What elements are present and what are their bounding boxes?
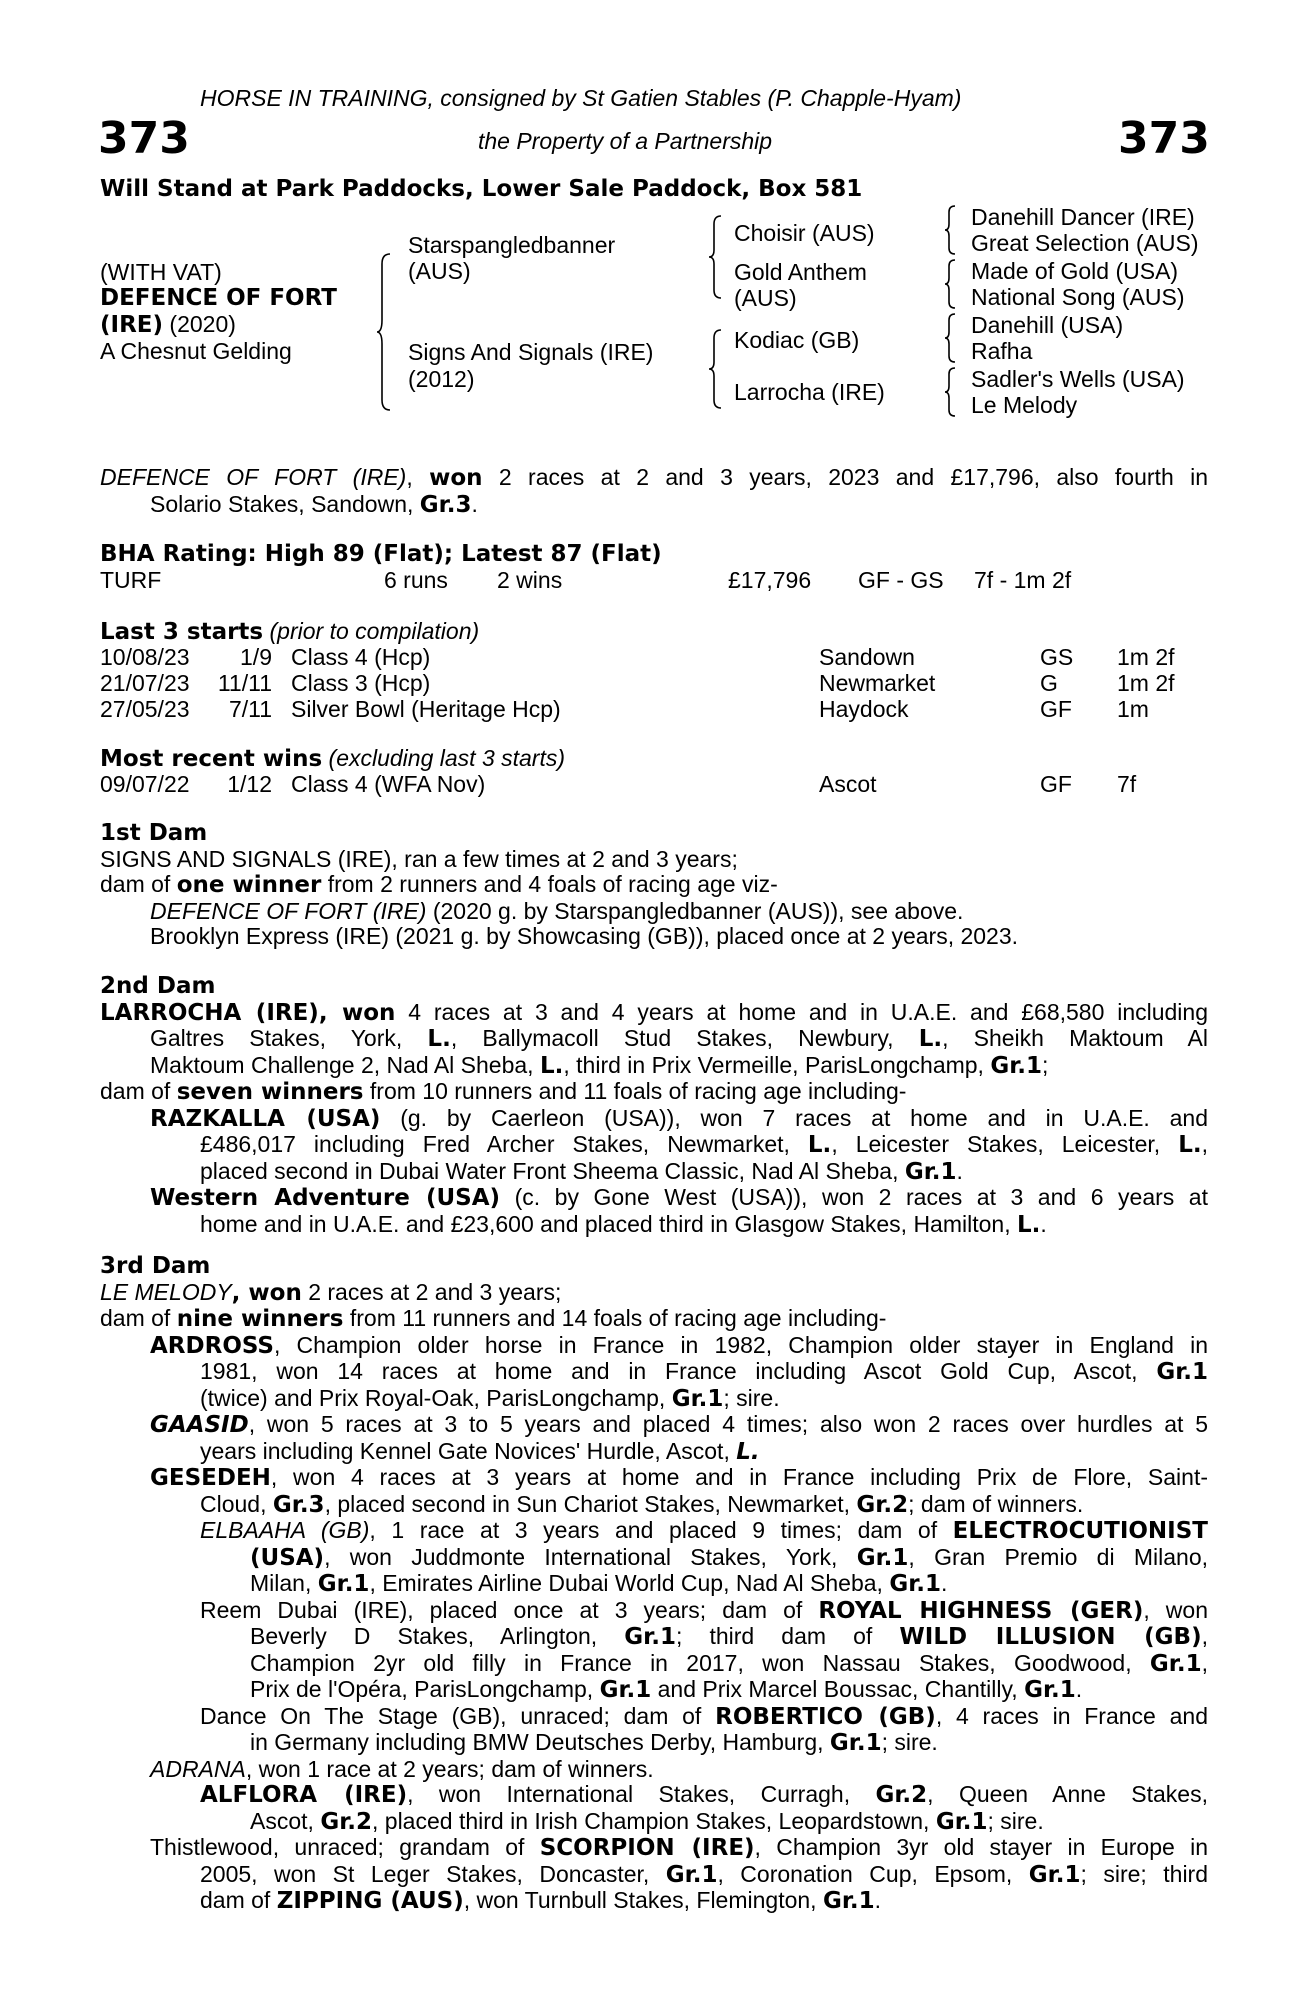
row-course: Newmarket (819, 670, 936, 696)
row-course: Sandown (819, 644, 915, 670)
vat-note: (WITH VAT) (100, 259, 222, 285)
row-race: Class 4 (Hcp) (291, 644, 431, 670)
ggp-3: Made of Gold (USA) (971, 258, 1179, 284)
rating-going: GF - GS (858, 567, 944, 593)
third-dam-section: 3rd Dam LE MELODY, won 2 races at 2 and 3 years; dam of nine winners from 11 runners and 14 foals of racing age including- ARDROSS, Champion older horse in France in 1982, Champion older stayer in England in 1981, won 14 races at home and in France including Ascot Gold Cup, Ascot, Gr.1 (twice) and Prix Royal-Oak, ParisLongchamp, Gr.1; sire. GAASID, won 5 races at 3 to 5 years and placed 4 times; also won 2 races over hurdles at 5 years including Kennel Gate Novices' Hurdle, Ascot, L. GESEDEH, won 4 races at 3 years at home and in France including Prix de Flore, Saint- Cloud, Gr.3, placed second in Sun Chariot Stakes, Newmarket, Gr.2; dam of winners. ELBAAHA (GB), 1 race at 3 years and placed 9 times; dam of ELECTROCUTIONIST (USA), won Juddmonte International Stakes, York, Gr.1, Gran Premio di Milano, Milan, Gr.1, Emirates Airline Dubai World Cup, Nad Al Sheba, Gr.1. Reem Dubai (IRE), placed once at 3 years; dam of ROYAL HIGHNESS (GER), won Beverly D Stakes, Arlington, Gr.1; third dam of WILD ILLUSION (GB), Champion 2yr old filly in France in 2017, won Nassau Stakes, Goodwood, Gr.1, Prix de l'Opéra, ParisLongchamp, Gr.1 and Prix Marcel Boussac, Chantilly, Gr.1. Dance On The Stage (GB), unraced; dam of ROBERTICO (GB), 4 races in France and in Germany including BMW Deutsches Derby, Hamburg, Gr.1; sire. ADRANA, won 1 race at 2 years; dam of winners. ALFLORA (IRE), won International Stakes, Curragh, Gr.2, Queen Anne Stakes, Ascot, Gr.2, placed third in Irish Champion Stakes, Leopardstown, Gr.1; sire. Thistlewood, unraced; grandam of SCORPION (IRE), Champion 3yr old stayer in Europe in 2005, won St Leger Stakes, Doncaster, Gr.1, Coronation Cup, Epsom, Gr.1; sire; third dam of ZIPPING (AUS), won Turnbull Stakes, Flemington, Gr.1. (100, 1253, 1209, 1914)
brace-sire-parents (708, 214, 724, 300)
row-date: 27/05/23 (100, 696, 190, 722)
row-position: 11/11 (217, 670, 272, 696)
row-going: GS (1040, 644, 1074, 670)
row-position: 1/9 (240, 644, 272, 670)
last-starts-heading: Last 3 starts (prior to compilation) (100, 618, 480, 645)
section-heading: 2nd Dam (100, 973, 216, 999)
ggp-5: Danehill (USA) (971, 312, 1124, 338)
row-race: Silver Bowl (Heritage Hcp) (291, 696, 561, 722)
horse-name: DEFENCE OF FORT (100, 285, 337, 311)
row-date: 21/07/23 (100, 670, 190, 696)
row-position: 1/12 (227, 771, 272, 797)
dam-year: (2012) (408, 366, 475, 392)
ggp-8: Le Melody (971, 392, 1078, 418)
rating-surface: TURF (100, 567, 162, 593)
brace-ggp-1 (944, 204, 958, 256)
recent-wins-heading: Most recent wins (excluding last 3 starts) (100, 745, 566, 772)
granddam-maternal: Larrocha (IRE) (734, 379, 885, 405)
row-course: Haydock (819, 696, 909, 722)
location-line: Will Stand at Park Paddocks, Lower Sale Paddock, Box 581 (100, 176, 863, 202)
row-going: GF (1040, 696, 1072, 722)
row-race: Class 3 (Hcp) (291, 670, 431, 696)
grandsire-maternal: Kodiac (GB) (734, 327, 860, 353)
section-heading: 3rd Dam (100, 1253, 211, 1279)
second-dam-section: 2nd Dam LARROCHA (IRE), won 4 races at 3 and 4 years at home and in U.A.E. and £68,580 including Galtres Stakes, York, L., Ballymacoll Stud Stakes, Newbury, L., Sheikh Maktoum Al Maktoum Challenge 2, Nad Al Sheba, L., third in Prix Vermeille, ParisLongchamp, Gr.1; dam of seven winners from 10 runners and 11 foals of racing age including- RAZKALLA (USA) (g. by Caerleon (USA)), won 7 races at home and in U.A.E. and £486,017 including Fred Archer Stakes, Newmarket, L., Leicester Stakes, Leicester, L., placed second in Dubai Water Front Sheema Classic, Nad Al Sheba, Gr.1. Western Adventure (USA) (c. by Gone West (USA)), won 2 races at 3 and 6 years at home and in U.A.E. and £23,600 and placed third in Glasgow Stakes, Hamilton, L.. (100, 973, 1208, 1238)
sire-name: Starspangledbanner (408, 232, 616, 258)
horse-description: A Chesnut Gelding (100, 338, 292, 364)
row-race: Class 4 (WFA Nov) (291, 771, 486, 797)
row-distance: 7f (1117, 771, 1137, 797)
dam-name: Signs And Signals (IRE) (408, 339, 654, 365)
brace-ggp-4 (944, 366, 958, 418)
section-heading: 1st Dam (100, 820, 208, 846)
ggp-6: Rafha (971, 338, 1033, 364)
brace-dam-parents (708, 328, 724, 410)
rating-runs: 6 runs (384, 567, 448, 593)
row-going: GF (1040, 771, 1072, 797)
ggp-1: Danehill Dancer (IRE) (971, 204, 1195, 230)
ggp-2: Great Selection (AUS) (971, 230, 1199, 256)
row-position: 7/11 (228, 696, 272, 722)
lot-number-right: 373 (1118, 113, 1210, 164)
sire-country: (AUS) (408, 258, 471, 284)
brace-ggp-2 (944, 258, 958, 310)
ggp-7: Sadler's Wells (USA) (971, 366, 1185, 392)
bha-rating-heading: BHA Rating: High 89 (Flat); Latest 87 (Flat) (100, 541, 662, 567)
granddam-paternal-country: (AUS) (734, 285, 797, 311)
horse-name-country-year: (IRE) (2020) (100, 311, 236, 338)
ggp-4: National Song (AUS) (971, 284, 1185, 310)
brace-ggp-3 (944, 312, 958, 364)
rating-wins: 2 wins (497, 567, 563, 593)
row-date: 10/08/23 (100, 644, 190, 670)
row-date: 09/07/22 (100, 771, 190, 797)
grandsire-paternal: Choisir (AUS) (734, 220, 875, 246)
first-dam-section: 1st Dam SIGNS AND SIGNALS (IRE), ran a few times at 2 and 3 years; dam of one winner from 2 runners and 4 foals of racing age viz- DEFENCE OF FORT (IRE) (2020 g. by Starspangledbanner (AUS)), see above. Brooklyn Express (IRE) (2021 g. by Showcasing (GB)), placed once at 2 years, 2023. (100, 821, 1208, 950)
row-distance: 1m 2f (1117, 644, 1175, 670)
race-summary: DEFENCE OF FORT (IRE), won 2 races at 2 and 3 years, 2023 and £17,796, also fourth in Solario Stakes, Sandown, Gr.3. (100, 464, 1208, 518)
property-line: the Property of a Partnership (478, 128, 773, 154)
row-distance: 1m (1117, 696, 1149, 722)
row-course: Ascot (819, 771, 877, 797)
row-going: G (1040, 670, 1058, 696)
rating-distance: 7f - 1m 2f (974, 567, 1072, 593)
lot-number-left: 373 (98, 113, 190, 164)
consignment-line: HORSE IN TRAINING, consigned by St Gatien Stables (P. Chapple-Hyam) (200, 85, 962, 111)
brace-sire-dam (376, 252, 394, 412)
row-distance: 1m 2f (1117, 670, 1175, 696)
granddam-paternal: Gold Anthem (734, 259, 867, 285)
rating-prize: £17,796 (728, 567, 812, 593)
